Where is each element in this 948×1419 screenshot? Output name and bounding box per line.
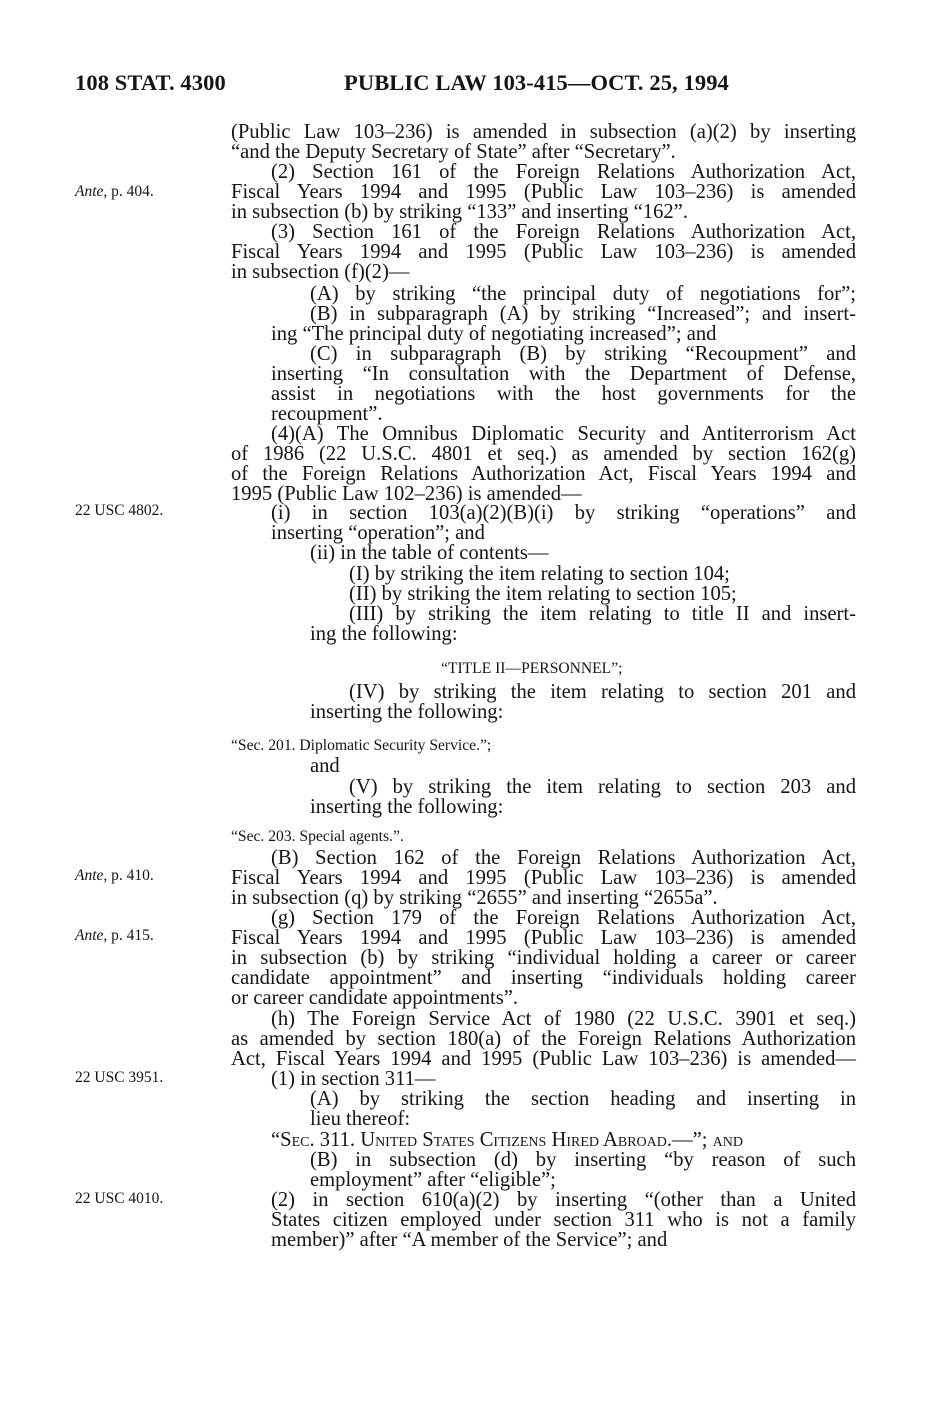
text-line: (2) in section 610(a)(2) by inserting “(other than a United <box>271 1189 856 1211</box>
text-line: (4)(A) The Omnibus Diplomatic Security and Antiterrorism Act <box>271 423 856 445</box>
margin-note: Ante, p. 410. <box>75 867 154 884</box>
text-line: candidate appointment” and inserting “individuals holding career <box>231 967 856 989</box>
text-line: employment” after “eligible”; <box>310 1169 556 1191</box>
text-line: inserting “In consultation with the Department of Defense, <box>271 363 856 385</box>
text-line: Fiscal Years 1994 and 1995 (Public Law 103–236) is amended <box>231 181 856 203</box>
text-line: (C) in subparagraph (B) by striking “Recoupment” and <box>310 343 856 365</box>
text-line: of the Foreign Relations Authorization Act, Fiscal Years 1994 and <box>231 463 856 485</box>
text-line: (g) Section 179 of the Foreign Relations Authorization Act, <box>271 907 856 929</box>
text-line: lieu thereof: <box>310 1108 411 1130</box>
text-line: “TITLE II—PERSONNEL”; <box>441 660 623 677</box>
text-line: (V) by striking the item relating to section 203 and <box>349 776 856 798</box>
margin-note: Ante, p. 415. <box>75 927 154 944</box>
text-line: assist in negotiations with the host governments for the <box>271 383 856 405</box>
text-line: (2) Section 161 of the Foreign Relations Authorization Act, <box>271 161 856 183</box>
text-line: of 1986 (22 U.S.C. 4801 et seq.) as amended by section 162(g) <box>231 443 856 465</box>
text-line: (3) Section 161 of the Foreign Relations Authorization Act, <box>271 221 856 243</box>
text-line: and <box>310 755 340 777</box>
text-line: (IV) by striking the item relating to section 201 and <box>349 681 856 703</box>
text-line: Fiscal Years 1994 and 1995 (Public Law 103–236) is amended <box>231 927 856 949</box>
margin-note: 22 USC 4010. <box>75 1190 164 1207</box>
text-line: “and the Deputy Secretary of State” after “Secretary”. <box>231 141 676 163</box>
text-line: ing the following: <box>310 623 458 645</box>
text-line: in subsection (q) by striking “2655” and inserting “2655a”. <box>231 887 718 909</box>
margin-note: 22 USC 4802. <box>75 502 164 519</box>
text-line: Fiscal Years 1994 and 1995 (Public Law 103–236) is amended <box>231 241 856 263</box>
text-line: in subsection (b) by striking “individual holding a career or career <box>231 947 856 969</box>
text-line: recoupment”. <box>271 403 383 425</box>
text-line: (B) in subparagraph (A) by striking “Increased”; and insert- <box>310 303 856 325</box>
text-line: “Sec. 203. Special agents.”. <box>231 828 404 845</box>
text-line: as amended by section 180(a) of the Foreign Relations Authorization <box>231 1028 856 1050</box>
text-line: “Sec. 201. Diplomatic Security Service.”; <box>231 737 492 754</box>
text-line: (Public Law 103–236) is amended in subsection (a)(2) by inserting <box>231 121 856 143</box>
text-line: (B) Section 162 of the Foreign Relations Authorization Act, <box>271 847 856 869</box>
text-line: inserting “operation”; and <box>271 522 485 544</box>
text-line: States citizen employed under section 311 who is not a family <box>271 1209 856 1231</box>
text-line: (A) by striking “the principal duty of negotiations for”; <box>310 283 856 305</box>
text-line: in subsection (b) by striking “133” and inserting “162”. <box>231 201 688 223</box>
text-line: (B) in subsection (d) by inserting “by reason of such <box>310 1149 856 1171</box>
text-line: (i) in section 103(a)(2)(B)(i) by striking “operations” and <box>271 502 856 524</box>
text-line: (A) by striking the section heading and inserting in <box>310 1088 856 1110</box>
text-line: Fiscal Years 1994 and 1995 (Public Law 103–236) is amended <box>231 867 856 889</box>
text-line: “Sec. 311. United States Citizens Hired Abroad.—”; and <box>271 1129 743 1151</box>
text-line: ing “The principal duty of negotiating increased”; and <box>271 323 717 345</box>
text-line: inserting the following: <box>310 701 504 723</box>
text-line: member)” after “A member of the Service”; and <box>271 1229 668 1251</box>
text-line: inserting the following: <box>310 796 504 818</box>
page-citation: 108 STAT. 4300 <box>75 70 226 95</box>
text-line: (III) by striking the item relating to title II and insert- <box>349 603 856 625</box>
margin-note: 22 USC 3951. <box>75 1069 164 1086</box>
text-line: (ii) in the table of contents— <box>310 542 549 564</box>
text-line: (II) by striking the item relating to section 105; <box>349 583 737 605</box>
text-line: (I) by striking the item relating to section 104; <box>349 563 730 585</box>
text-line: in subsection (f)(2)— <box>231 261 410 283</box>
text-line: 1995 (Public Law 102–236) is amended— <box>231 483 582 505</box>
law-title: PUBLIC LAW 103-415—OCT. 25, 1994 <box>344 70 729 95</box>
text-line: or career candidate appointments”. <box>231 987 519 1009</box>
text-line: (h) The Foreign Service Act of 1980 (22 U.S.C. 3901 et seq.) <box>271 1008 856 1030</box>
text-line: (1) in section 311— <box>271 1068 436 1090</box>
text-line: Act, Fiscal Years 1994 and 1995 (Public Law 103–236) is amended— <box>231 1048 856 1070</box>
margin-note: Ante, p. 404. <box>75 183 154 200</box>
